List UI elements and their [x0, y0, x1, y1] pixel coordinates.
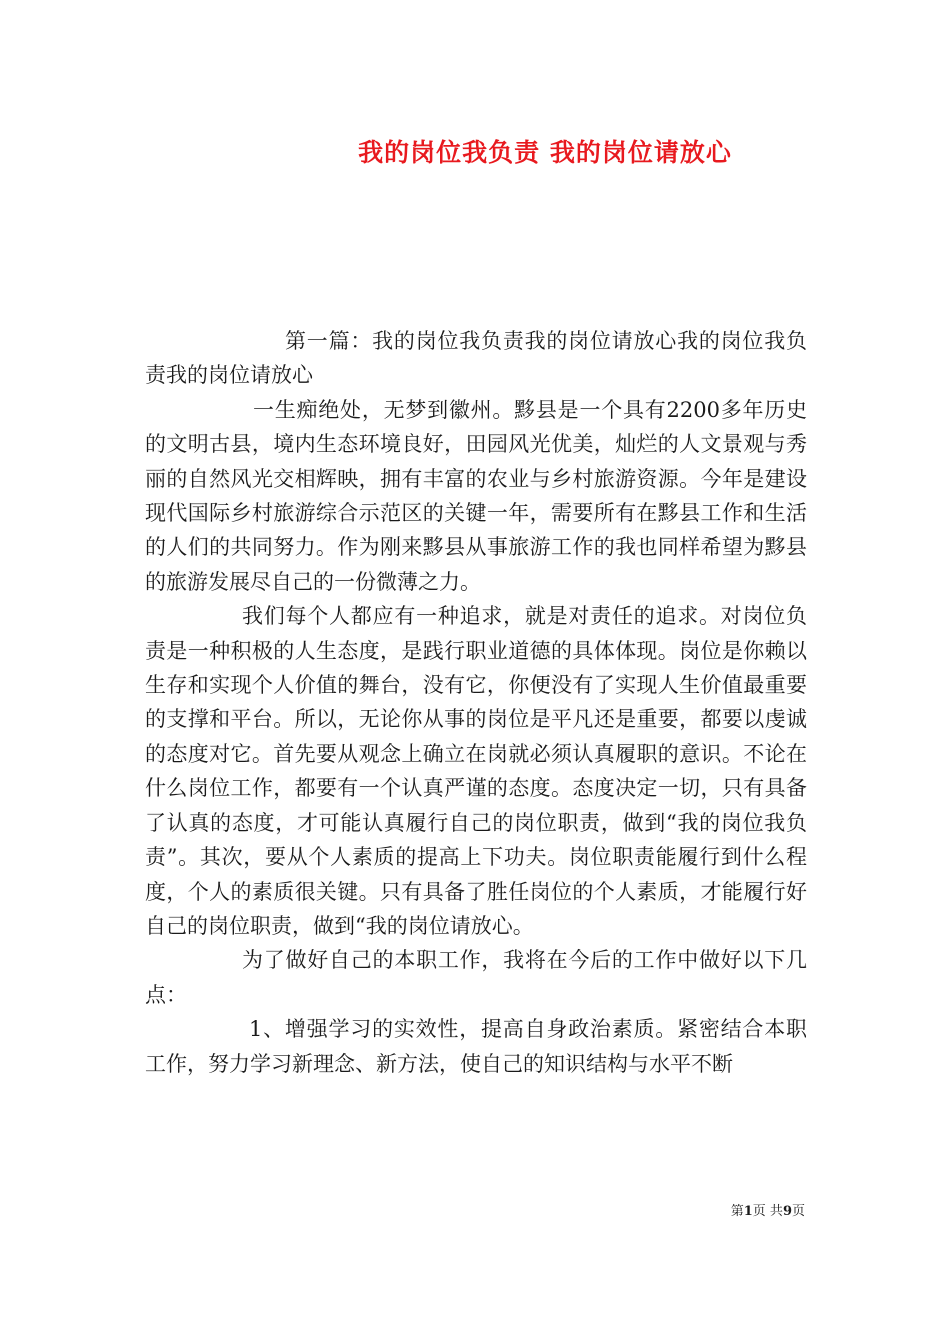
footer-prefix: 第: [730, 1204, 744, 1219]
footer-total-pages: 9: [782, 1204, 792, 1219]
document-title: 我的岗位我负责 我的岗位请放心: [358, 138, 732, 167]
paragraph-responsibility: 我们每个人都应有一种追求，就是对责任的追求。对岗位负责是一种积极的人生态度，是践行职业道德的具体体现。岗位是你赖以生存和实现个人价值的舞台，没有它，你便没有了实现人生价值最重要的支撑和平台。所以，无论你从事的岗位是平凡还是重要，都要以虔诚的态度对它。首先要从观念上确立在岗就必须认真履职的意识。不论在什么岗位工作，都要有一个认真严谨的态度。态度决定一切，只有具备了认真的态度，才可能认真履行自己的岗位职责，做到“我的岗位我负责”。其次，要从个人素质的提高上下功夫。岗位职责能履行到什么程度，个人的素质很关键。只有具备了胜任岗位的个人素质，才能履行好自己的岗位职责，做到“我的岗位请放心。: [145, 604, 807, 938]
page-footer: [731, 1200, 805, 1219]
paragraph-heading: 第一篇：我的岗位我负责我的岗位请放心我的岗位我负责我的岗位请放心: [145, 329, 807, 388]
document-body: [145, 324, 807, 1081]
paragraph-point-one: 1、增强学习的实效性，提高自身政治素质。紧密结合本职工作，努力学习新理念、新方法，使自己的知识结构与水平不断: [145, 1017, 807, 1076]
paragraph-intro: 一生痴绝处，无梦到徽州。黟县是一个具有2200多年历史的文明古县，境内生态环境良好，田园风光优美，灿烂的人文景观与秀丽的自然风光交相辉映，拥有丰富的农业与乡村旅游资源。今年是建设现代国际乡村旅游综合示范区的关键一年，需要所有在黟县工作和生活的人们的共同努力。作为刚来黟县从事旅游工作的我也同样希望为黟县的旅游发展尽自己的一份微薄之力。: [145, 397, 807, 594]
footer-middle: 页 共: [752, 1204, 783, 1219]
footer-current-page: 1: [743, 1204, 753, 1219]
footer-suffix: 页: [791, 1204, 805, 1219]
paragraph-plan: 为了做好自己的本职工作，我将在今后的工作中做好以下几点：: [145, 948, 807, 1007]
